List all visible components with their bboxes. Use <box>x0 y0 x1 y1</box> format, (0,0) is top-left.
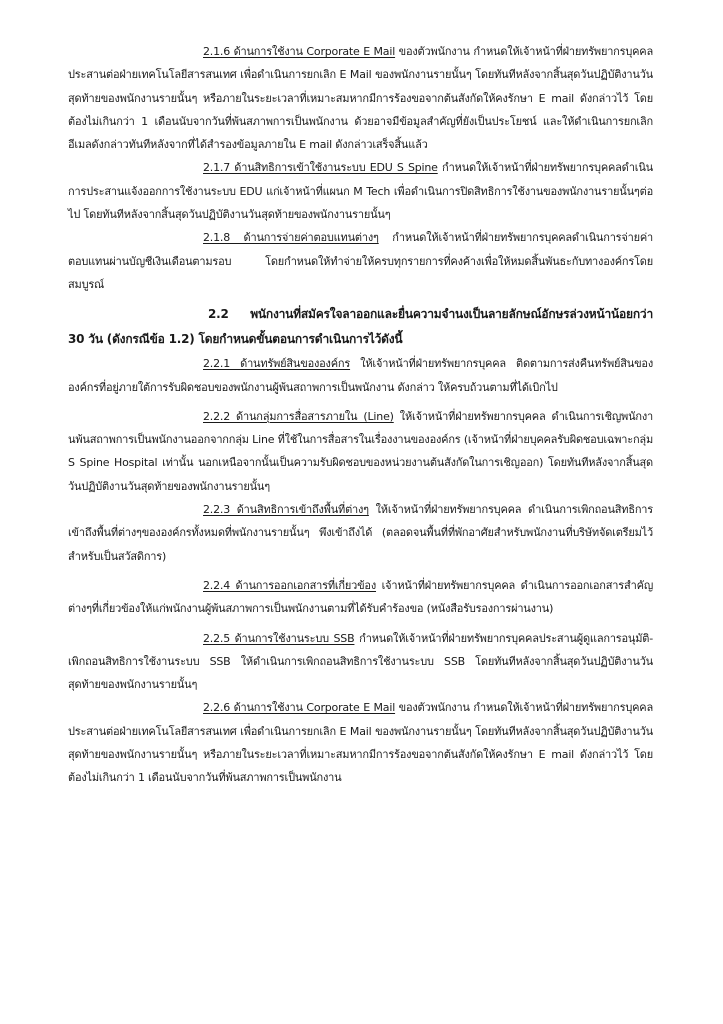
paragraph-2-2-4 <box>68 574 653 621</box>
section-label: 2.1.7 ด้านสิทธิการเข้าใช้งานระบบ EDU S Spine <box>203 161 438 175</box>
paragraph-text: กำหนดให้เจ้าหน้าที่ฝ่ายทรัพยากรบุคคลดำเนินการจ่ายค่าตอบแทนผ่านบัญชีเงินเดือนตามรอบ โดยกำหนดให้ทำจ่ายให้ครบทุกรายการที่คงค้างเพื่อให้หมดสิ้นพันธะกับทางองค์กรโดยสมบูรณ์ <box>68 231 653 291</box>
section-label: 2.2.4 ด้านการออกเอกสารที่เกี่ยวข้อง <box>203 578 377 592</box>
paragraph-2-2-1 <box>68 352 653 399</box>
paragraph-2-2-6 <box>68 696 653 789</box>
section-label: 2.2.1 ด้านทรัพย์สินขององค์กร <box>203 357 351 371</box>
paragraph-text: ให้เจ้าหน้าที่ฝ่ายทรัพยากรบุคคล ดำเนินการเพิกถอนสิทธิการเข้าถึงพื้นที่ต่างๆขององค์กรทั้งหมดที่พนักงานรายนั้นๆ พึงเข้าถึงได้ (ตลอดจนพื้นที่ที่พักอาศัยสำหรับพนักงานที่บริษัทจัดเตรียมไว้สำหรับเป็นสวัสดิการ) <box>68 503 653 563</box>
paragraph-2-2-3 <box>68 498 653 568</box>
paragraph-text: เจ้าหน้าที่ฝ่ายทรัพยากรบุคคล ดำเนินการออกเอกสารสำคัญต่างๆที่เกี่ยวข้องให้แก่พนักงานผู้พ้นสภาพการเป็นพนักงานตามที่ได้รับคำร้องขอ (หนังสือรับรองการผ่านงาน) <box>68 578 653 616</box>
section-heading-2-2: 2.2 พนักงานที่สมัครใจลาออกและยื่นความจำนงเป็นลายลักษณ์อักษรล่วงหน้าน้อยกว่า 30 วัน (ดังกรณีข้อ 1.2) โดยกำหนดขั้นตอนการดำเนินการไว้ดังนี้ <box>68 307 653 347</box>
paragraph-text: กำหนดให้เจ้าหน้าที่ฝ่ายทรัพยากรบุคคลประสานผู้ดูแลการอนุมัติ-เพิกถอนสิทธิการใช้งานระบบ SSB ให้ดำเนินการเพิกถอนสิทธิการใช้งานระบบ SSB โดยทันทีหลังจากสิ้นสุดวันปฏิบัติงานวันสุดท้ายของพนักงานรายนั้นๆ <box>68 631 653 692</box>
paragraph-text: กำหนดให้เจ้าหน้าที่ฝ่ายทรัพยากรบุคคลดำเนินการประสานแจ้งออกการใช้งานระบบ EDU แก่เจ้าหน้าที่แผนก M Tech เพื่อดำเนินการปิดสิทธิการใช้งานของพนักงานรายนั้นๆต่อไป โดยทันทีหลังจากสิ้นสุดวันปฏิบัติงานวันสุดท้ายของพนักงานรายนั้นๆ <box>68 161 653 222</box>
section-label: 2.2.5 ด้านการใช้งานระบบ SSB <box>203 631 355 645</box>
paragraph-2-2-2 <box>68 405 653 498</box>
paragraph-2-1-8 <box>68 226 653 296</box>
paragraph-2-1-6 <box>68 40 653 156</box>
paragraph-2-2-5 <box>68 627 653 697</box>
section-label: 2.2.2 ด้านกลุ่มการสื่อสารภายใน (Line) <box>203 409 394 423</box>
section-label: 2.2.3 ด้านสิทธิการเข้าถึงพื้นที่ต่างๆ <box>203 503 369 517</box>
section-label: 2.1.6 ด้านการใช้งาน Corporate E Mail <box>203 45 396 58</box>
paragraph-text: ของตัวพนักงาน กำหนดให้เจ้าหน้าที่ฝ่ายทรัพยากรบุคคล ประสานต่อฝ่ายเทคโนโลยีสารสนเทศ เพื่อดำเนินการยกเลิก E Mail ของพนักงานรายนั้นๆ โดยทันทีหลังจากสิ้นสุดวันปฏิบัติงานวันสุดท้ายของพนักงานรายนั้นๆ หรือภายในระยะเวลาที่เหมาะสมหากมีการร้องขอจากต้นสังกัดให้คงรักษา E mail ดังกล่าวไว้ โดยต้องไม่เกินกว่า 1 เดือนนับจากวันที่พ้นสภาพการเป็นพนักงาน <box>68 701 653 785</box>
section-label: 2.2.6 ด้านการใช้งาน Corporate E Mail <box>203 701 396 715</box>
paragraph-text: ให้เจ้าหน้าที่ฝ่ายทรัพยากรบุคคล ดำเนินการเชิญพนักงานพ้นสถาพการเป็นพนักงานออกจากกลุ่ม Line ที่ใช้ในการสื่อสารในเรื่องงานขององค์กร (เจ้าหน้าที่ฝ่ายบุคคลรับผิดชอบเฉพาะกลุ่ม S Spine Hospital เท่านั้น นอกเหนือจากนั้นเป็นความรับผิดชอบของหน่วยงานต้นสังกัดในการเชิญออก) โดยทันทีหลังจากสิ้นสุดวันปฏิบัติงานวันสุดท้ายของพนักงานรายนั้นๆ <box>68 409 653 493</box>
paragraph-text: ของตัวพนักงาน กำหนดให้เจ้าหน้าที่ฝ่ายทรัพยากรบุคคล ประสานต่อฝ่ายเทคโนโลยีสารสนเทศ เพื่อดำเนินการยกเลิก E Mail ของพนักงานรายนั้นๆ โดยทันทีหลังจากสิ้นสุดวันปฏิบัติงานวันสุดท้ายของพนักงานรายนั้นๆ หรือภายในระยะเวลาที่เหมาะสมหากมีการร้องขอจากต้นสังกัดให้คงรักษา E mail ดังกล่าวไว้ โดยต้องไม่เกินกว่า 1 เดือนนับจากวันที่พ้นสภาพการเป็นพนักงาน ด้วยอาจมีข้อมูลสำคัญที่ยังเป็นประโยชน์ และให้ดำเนินการยกเลิกอีเมลดังกล่าวทันทีหลังจากที่ได้สำรองข้อมูลภายใน E mail ดังกล่าวเสร็จสิ้นแล้ว <box>68 45 653 152</box>
section-label: 2.1.8 ด้านการจ่ายค่าตอบแทนต่างๆ <box>203 231 379 245</box>
paragraph-2-1-7 <box>68 156 653 226</box>
paragraph-text: ให้เจ้าหน้าที่ฝ่ายทรัพยากรบุคคล ติดตามการส่งคืนทรัพย์สินขององค์กรที่อยู่ภายใต้การรับผิดชอบของพนักงานผู้พ้นสถาพการเป็นพนักงาน ดังกล่าว ให้ครบถ้วนตามที่ได้เบิกไป <box>68 357 653 394</box>
